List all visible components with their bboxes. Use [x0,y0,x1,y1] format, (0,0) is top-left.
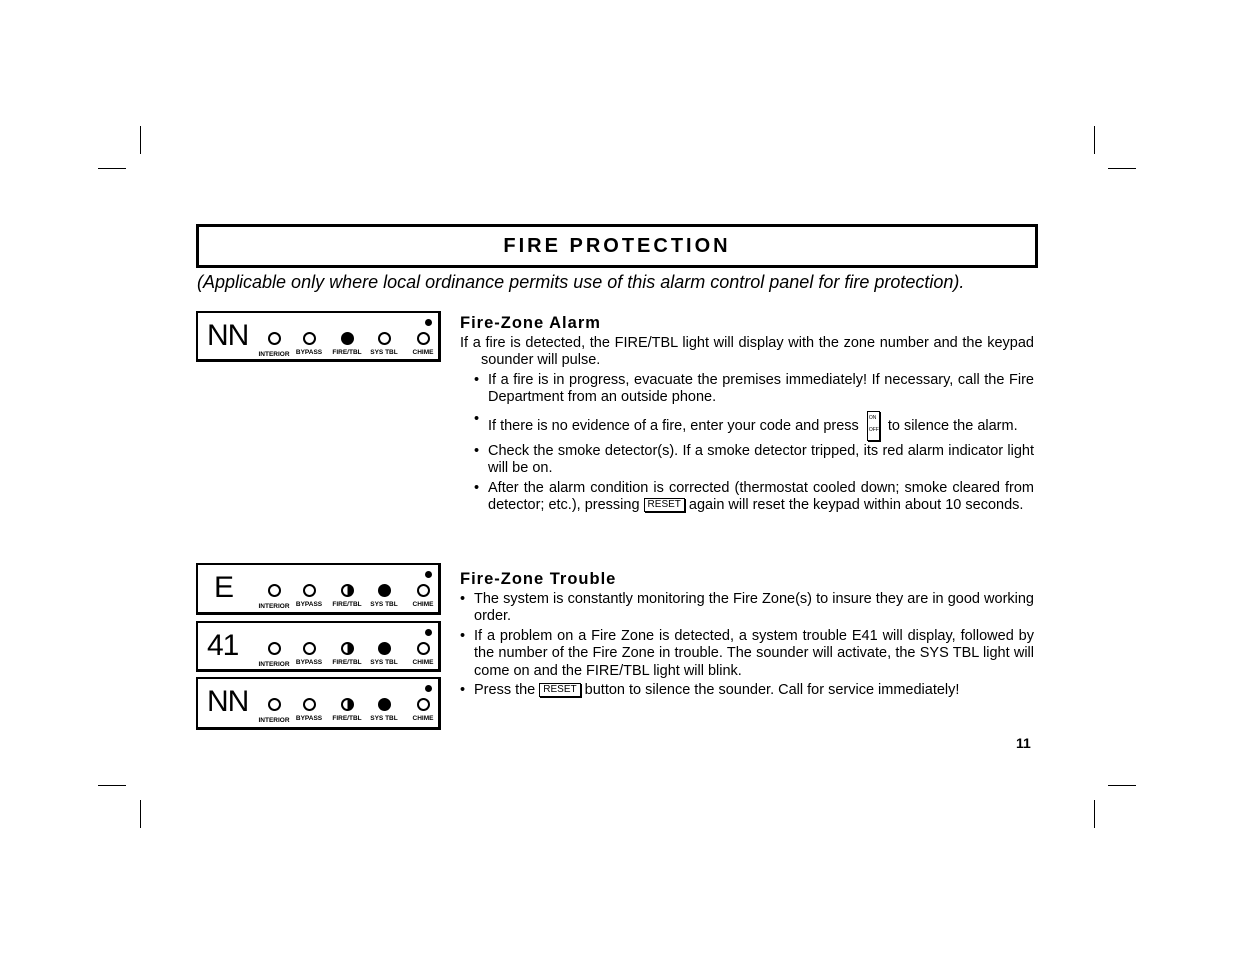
led-label: FIRE/TBL [332,601,362,608]
keypad-display-text: NN [207,685,249,718]
keypad-display [196,677,441,730]
reset-key-icon: RESET [539,683,580,697]
keypad-display-text: NN [207,319,249,352]
led-label: FIRE/TBL [332,349,362,356]
led-indicator [289,584,329,608]
led-indicator [289,332,329,356]
subtitle: (Applicable only where local ordinance permits use of this alarm control panel for fire protection). [197,272,965,292]
crop-mark [1094,800,1095,828]
ready-indicator-icon [425,685,432,692]
led-label: BYPASS [295,715,323,722]
list-item: • After the alarm condition is corrected (thermostat cooled down; smoke cleared from detector; etc.), pressing RESET again will reset the keypad within about 10 seconds. [460,480,1034,515]
led-light-icon [303,642,316,655]
led-light-icon [378,332,391,345]
led-label: BYPASS [295,659,323,666]
ready-indicator-icon [425,319,432,326]
led-label: INTERIOR [258,603,290,610]
led-light-icon [378,584,391,597]
reset-key-icon: RESET [644,498,685,512]
led-indicator [254,332,294,358]
led-indicator [327,698,367,722]
led-indicator [327,332,367,356]
led-label: CHIME [412,659,434,666]
page-number: 11 [1016,735,1031,751]
ready-indicator-icon [425,571,432,578]
led-light-icon [303,584,316,597]
led-label: INTERIOR [258,661,290,668]
led-indicator [364,584,404,608]
led-light-icon [417,332,430,345]
led-light-icon [417,584,430,597]
led-indicator [254,642,294,668]
led-label: INTERIOR [258,351,290,358]
led-light-icon [378,698,391,711]
led-light-icon [268,332,281,345]
keypad-display [196,563,441,615]
led-label: FIRE/TBL [332,659,362,666]
led-indicator [289,642,329,666]
led-label: SYS TBL [370,349,398,356]
crop-mark [1108,785,1136,786]
led-light-icon [341,698,354,711]
page-title-box [196,224,1038,268]
led-label: CHIME [412,349,434,356]
led-light-icon [268,584,281,597]
led-label: SYS TBL [370,715,398,722]
led-light-icon [417,642,430,655]
led-light-icon [417,698,430,711]
crop-mark [1108,168,1136,169]
led-light-icon [268,698,281,711]
keypad-display [196,621,441,672]
led-indicator [364,698,404,722]
led-light-icon [341,584,354,597]
led-indicator [289,698,329,722]
keypad-display [196,311,441,362]
led-light-icon [341,642,354,655]
crop-mark [1094,126,1095,154]
led-indicator [403,584,443,608]
ready-indicator-icon [425,629,432,636]
led-light-icon [341,332,354,345]
led-label: INTERIOR [258,717,290,724]
list-item: • If a problem on a Fire Zone is detected, a system trouble E41 will display, followed by the number of the Fire Zone in trouble. The sounder will activate, the SYS TBL light will come on and the FIRE/TBL light will blink. [460,628,1034,681]
list-item: • Press the RESET button to silence the sounder. Call for service immediately! [460,682,1034,700]
led-label: SYS TBL [370,601,398,608]
crop-mark [98,168,126,169]
alarm-intro: If a fire is detected, the FIRE/TBL light will display with the zone number and the keypad sounder will pulse. [460,334,1034,368]
section-heading: Fire-Zone Alarm [460,314,601,332]
led-light-icon [303,698,316,711]
keypad-display-text: 41 [207,629,239,662]
led-indicator [403,642,443,666]
led-label: BYPASS [295,349,323,356]
fire-zone-alarm-section [460,315,1034,517]
keypad-display-text: E [214,571,234,604]
section-heading: Fire-Zone Trouble [460,570,617,588]
led-light-icon [303,332,316,345]
led-indicator [403,698,443,722]
crop-mark [98,785,126,786]
fire-zone-trouble-section [460,571,1034,702]
list-item: • The system is constantly monitoring the Fire Zone(s) to insure they are in good working order. [460,591,1034,626]
led-label: CHIME [412,715,434,722]
led-indicator [364,332,404,356]
led-indicator [254,698,294,724]
list-item: • If there is no evidence of a fire, enter your code and press ON OFF to silence the alarm. [460,411,1034,441]
led-label: FIRE/TBL [332,715,362,722]
led-indicator [403,332,443,356]
led-indicator [254,584,294,610]
page-title: FIRE PROTECTION [503,234,731,257]
led-indicator [364,642,404,666]
crop-mark [140,126,141,154]
led-light-icon [268,642,281,655]
led-label: SYS TBL [370,659,398,666]
led-light-icon [378,642,391,655]
list-item: • Check the smoke detector(s). If a smoke detector tripped, its red alarm indicator light will be on. [460,443,1034,478]
led-label: CHIME [412,601,434,608]
led-label: BYPASS [295,601,323,608]
led-indicator [327,584,367,608]
off-key-icon: ON OFF [867,411,880,441]
crop-mark [140,800,141,828]
led-indicator [327,642,367,666]
list-item: • If a fire is in progress, evacuate the premises immediately! If necessary, call the Fire Department from an outside phone. [460,372,1034,407]
